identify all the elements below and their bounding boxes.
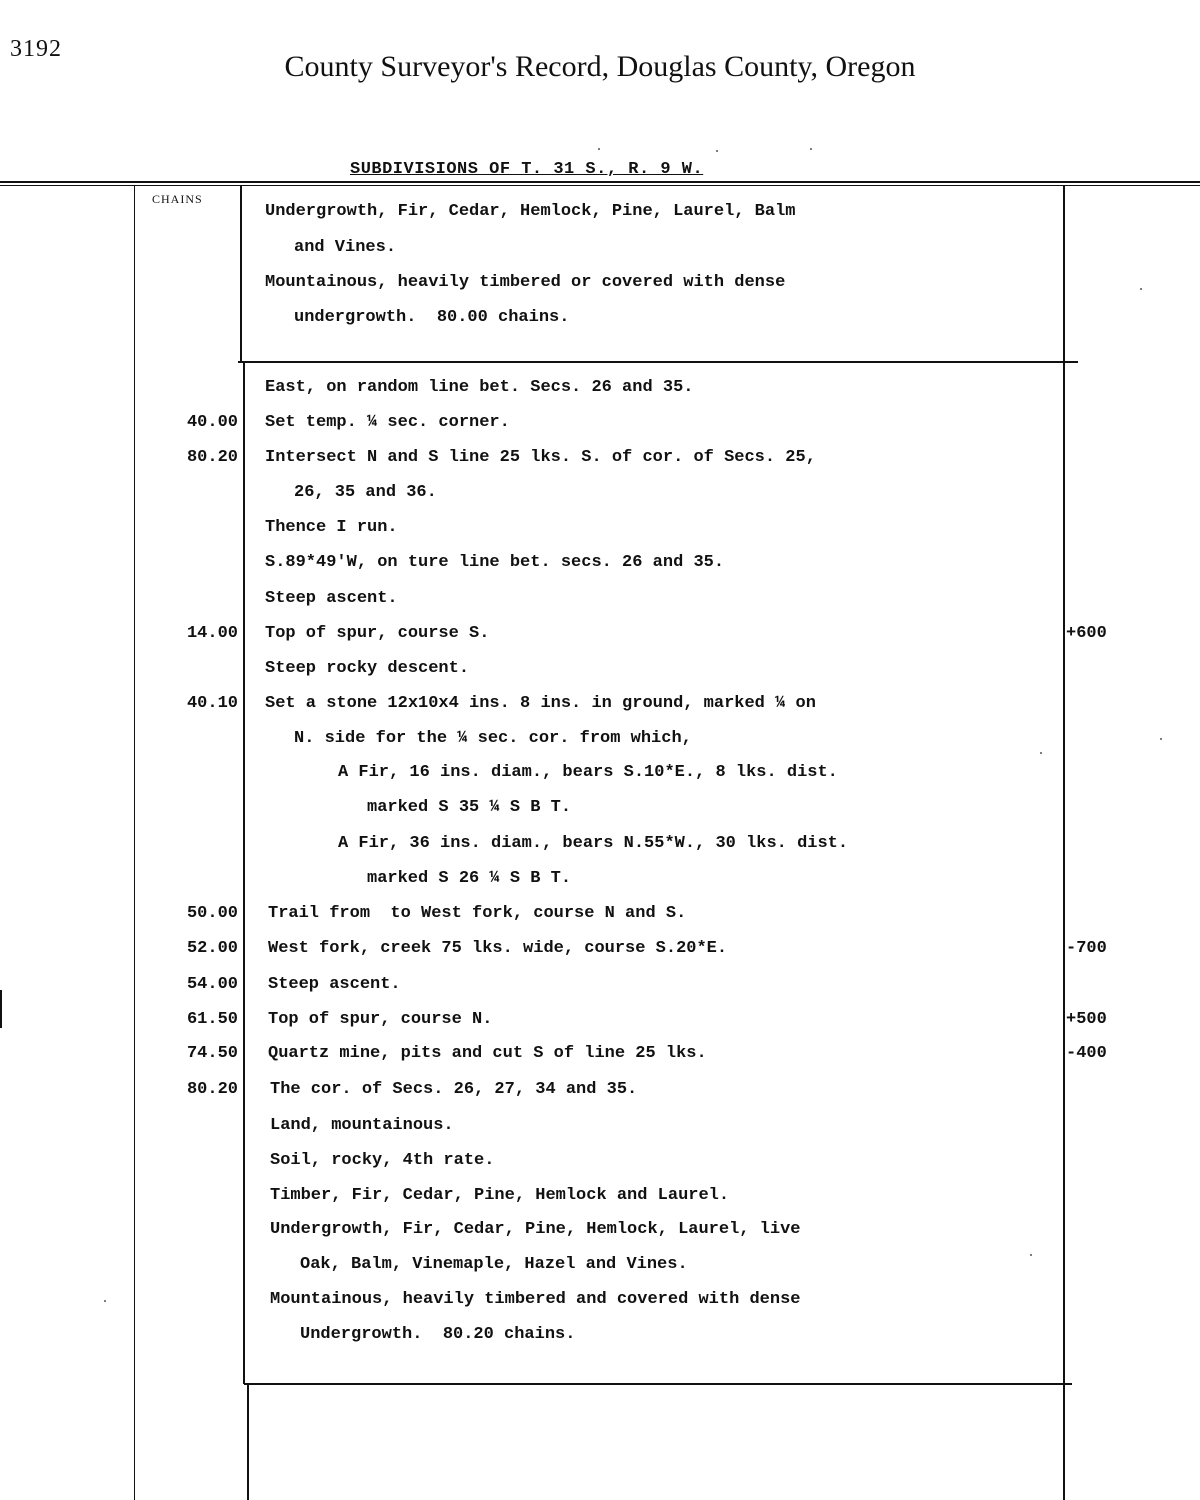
entry-text: West fork, creek 75 lks. wide, course S.20*E.	[268, 939, 728, 958]
entry-text: Thence I run.	[265, 518, 398, 537]
entry-text: and Vines.	[294, 238, 397, 257]
scan-speck	[1040, 752, 1042, 754]
scan-speck	[1140, 288, 1142, 290]
entry-text: Top of spur, course S.	[265, 624, 490, 643]
entry-text: Set a stone 12x10x4 ins. 8 ins. in ground, marked ¼ on	[265, 694, 816, 713]
scan-speck	[1160, 738, 1162, 740]
left-edge-mark	[0, 990, 2, 1028]
entry-text: marked S 26 ¼ S B T.	[367, 869, 572, 888]
entry-elevation: -700	[1066, 939, 1107, 958]
entry-text: Intersect N and S line 25 lks. S. of cor. of Secs. 25,	[265, 448, 816, 467]
entry-text: undergrowth. 80.00 chains.	[294, 308, 570, 327]
page-number: 3192	[10, 36, 62, 62]
section-divider-2	[244, 1383, 1072, 1385]
scan-speck	[1030, 1254, 1032, 1256]
entry-text: Undergrowth, Fir, Cedar, Pine, Hemlock, Laurel, live	[270, 1220, 801, 1239]
entry-text: Undergrowth, Fir, Cedar, Hemlock, Pine, Laurel, Balm	[265, 202, 796, 221]
entry-text: Timber, Fir, Cedar, Pine, Hemlock and Laurel.	[270, 1186, 730, 1205]
entry-text: Undergrowth. 80.20 chains.	[300, 1325, 576, 1344]
entry-text: S.89*49'W, on ture line bet. secs. 26 and 35.	[265, 553, 725, 572]
entry-chain: 61.50	[186, 1010, 238, 1029]
entry-chain: 74.50	[186, 1044, 238, 1063]
top-double-rule-upper	[0, 181, 1200, 183]
chains-header: CHAINS	[152, 192, 203, 206]
entry-elevation: +500	[1066, 1010, 1107, 1029]
chains-column-rule-lower	[247, 1384, 249, 1500]
entry-chain: 52.00	[186, 939, 238, 958]
entry-chain: 50.00	[186, 904, 238, 923]
entry-chain: 40.00	[186, 413, 238, 432]
right-column-rule	[1063, 186, 1065, 1500]
entry-text: Quartz mine, pits and cut S of line 25 lks.	[268, 1044, 707, 1063]
entry-chain: 14.00	[186, 624, 238, 643]
entry-text: East, on random line bet. Secs. 26 and 35.	[265, 378, 694, 397]
section-divider-1	[238, 361, 1078, 363]
scan-speck	[598, 148, 600, 150]
entry-text: A Fir, 16 ins. diam., bears S.10*E., 8 lks. dist.	[338, 763, 838, 782]
subdivision-title: SUBDIVISIONS OF T. 31 S., R. 9 W.	[350, 160, 704, 179]
entry-text: Steep rocky descent.	[265, 659, 470, 678]
left-margin-rule	[134, 186, 135, 1500]
entry-chain: 54.00	[186, 975, 238, 994]
entry-text: marked S 35 ¼ S B T.	[367, 798, 572, 817]
entry-text: Mountainous, heavily timbered or covered with dense	[265, 273, 786, 292]
entry-text: Top of spur, course N.	[268, 1010, 493, 1029]
entry-text: A Fir, 36 ins. diam., bears N.55*W., 30 lks. dist.	[338, 834, 849, 853]
entry-elevation: -400	[1066, 1044, 1107, 1063]
entry-text: Soil, rocky, 4th rate.	[270, 1151, 495, 1170]
record-title: County Surveyor's Record, Douglas County, Oregon	[284, 50, 916, 83]
entry-text: Trail from to West fork, course N and S.	[268, 904, 687, 923]
scan-speck	[716, 150, 718, 152]
entry-text: Land, mountainous.	[270, 1116, 454, 1135]
entry-text: Steep ascent.	[265, 589, 398, 608]
entry-elevation: +600	[1066, 624, 1107, 643]
entry-chain: 80.20	[186, 448, 238, 467]
entry-text: Set temp. ¼ sec. corner.	[265, 413, 510, 432]
top-double-rule-lower	[0, 185, 1200, 186]
chains-column-rule-upper	[240, 186, 242, 362]
entry-chain: 80.20	[186, 1080, 238, 1099]
entry-text: 26, 35 and 36.	[294, 483, 437, 502]
scan-speck	[104, 1300, 106, 1302]
entry-text: Steep ascent.	[268, 975, 401, 994]
scan-speck	[810, 148, 812, 150]
entry-text: The cor. of Secs. 26, 27, 34 and 35.	[270, 1080, 638, 1099]
entry-chain: 40.10	[186, 694, 238, 713]
entry-text: Oak, Balm, Vinemaple, Hazel and Vines.	[300, 1255, 688, 1274]
chains-column-rule-mid	[243, 362, 245, 1384]
entry-text: N. side for the ¼ sec. cor. from which,	[294, 729, 692, 748]
entry-text: Mountainous, heavily timbered and covered with dense	[270, 1290, 801, 1309]
